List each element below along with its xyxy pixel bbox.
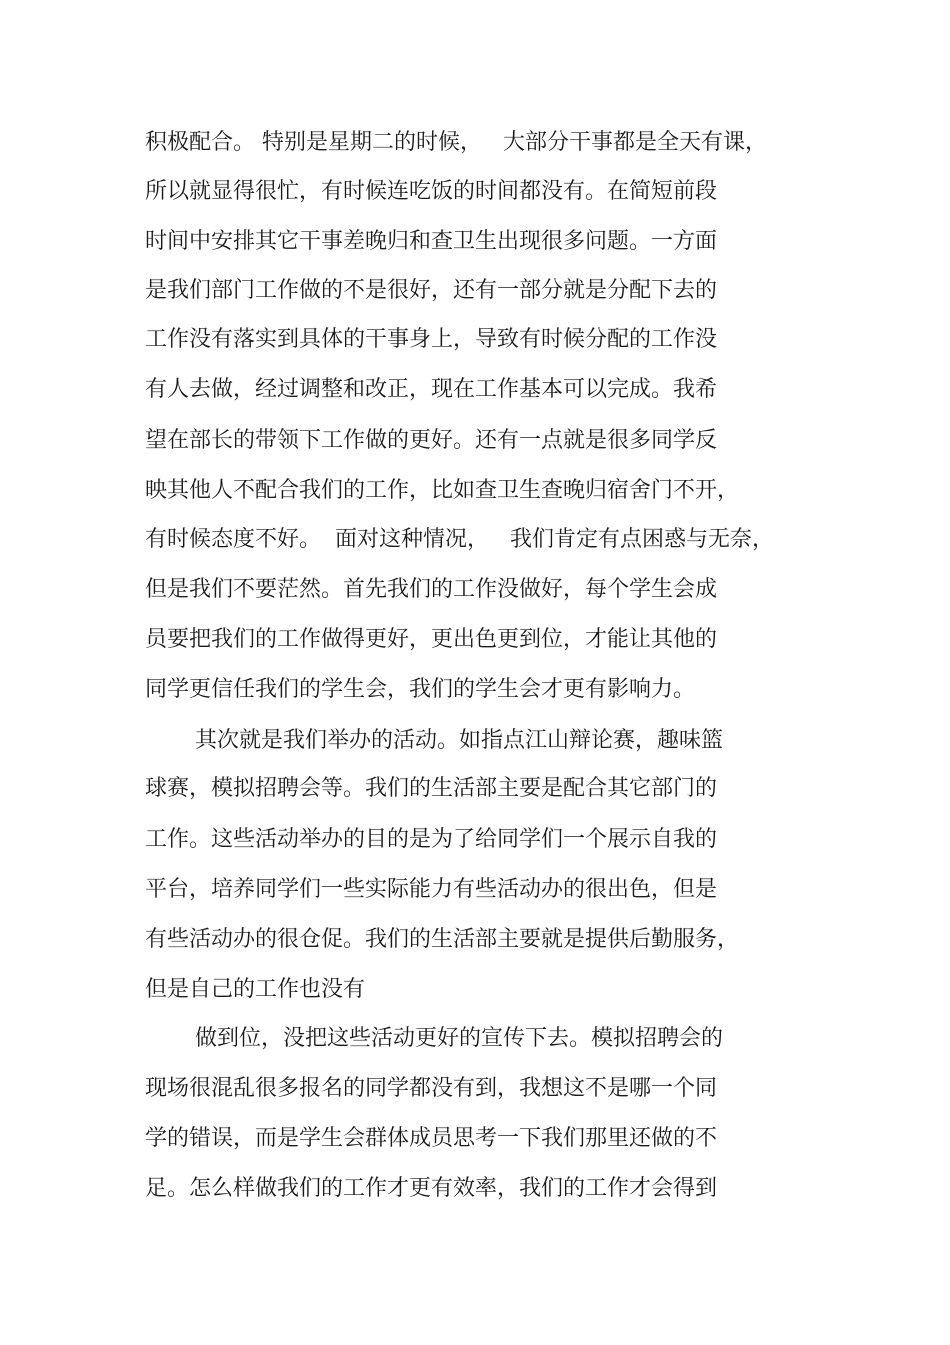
- text-line: 现场很混乱很多报名的同学都没有到，我想这不是哪一个同: [145, 1076, 718, 1101]
- text-line: 时间中安排其它干事差晚归和查卫生出现很多问题。一方面: [145, 229, 718, 254]
- text-line: 是我们部门工作做的不是很好，还有一部分就是分配下去的: [145, 278, 718, 303]
- text-line: 映其他人不配合我们的工作，比如查卫生查晚归宿舍门不开，: [145, 478, 740, 503]
- text-line: 平台，培养同学们一些实际能力有些活动办的很出色，但是: [145, 877, 718, 902]
- text-line: 积极配合。 特别是星期二的时候， 大部分干事都是全天有课，: [145, 130, 767, 155]
- text-line: 工作。这些活动举办的目的是为了给同学们一个展示自我的: [145, 827, 718, 852]
- text-line: 所以就显得很忙，有时候连吃饭的时间都没有。在简短前段: [145, 179, 718, 204]
- text-line: 但是自己的工作也没有: [145, 977, 366, 1002]
- text-line: 工作没有落实到具体的干事身上，导致有时候分配的工作没: [145, 327, 718, 352]
- text-line: 同学更信任我们的学生会，我们的学生会才更有影响力。: [145, 677, 696, 702]
- text-line: 足。怎么样做我们的工作才更有效率，我们的工作才会得到: [145, 1176, 718, 1201]
- paragraph-first-line: 做到位，没把这些活动更好的宣传下去。模拟招聘会的: [195, 1026, 724, 1051]
- text-line: 望在部长的带领下工作做的更好。还有一点就是很多同学反: [145, 428, 718, 453]
- text-line: 有人去做，经过调整和改正，现在工作基本可以完成。我希: [145, 377, 718, 402]
- paragraph-first-line: 其次就是我们举办的活动。如指点江山辩论赛，趣味篮: [195, 728, 724, 753]
- text-line: 但是我们不要茫然。首先我们的工作没做好，每个学生会成: [145, 577, 718, 602]
- text-line: 学的错误，而是学生会群体成员思考一下我们那里还做的不: [145, 1126, 718, 1151]
- text-line: 有些活动办的很仓促。我们的生活部主要就是提供后勤服务，: [145, 927, 740, 952]
- text-line: 员要把我们的工作做得更好，更出色更到位，才能让其他的: [145, 627, 718, 652]
- text-line: 球赛，模拟招聘会等。我们的生活部主要是配合其它部门的: [145, 776, 718, 801]
- text-line: 有时候态度不好。 面对这种情况， 我们肯定有点困惑与无奈，: [145, 527, 774, 552]
